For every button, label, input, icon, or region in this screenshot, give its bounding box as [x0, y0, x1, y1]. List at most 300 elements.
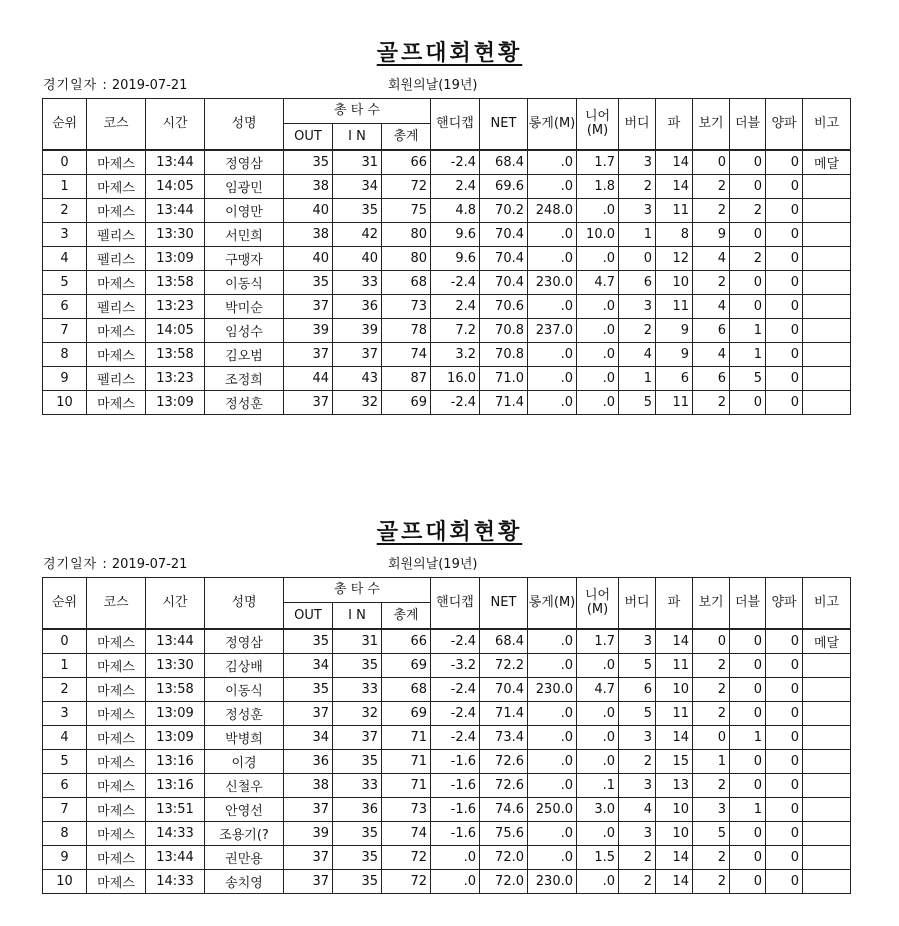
sheet-title: 골프대회현황	[376, 520, 523, 545]
triple-count-cell: 0	[766, 678, 803, 702]
birdie-count-cell: 0	[619, 247, 656, 271]
handicap-cell: 3.2	[431, 343, 480, 367]
bogey-count-cell: 9	[693, 223, 730, 247]
bogey-count-cell: 2	[693, 271, 730, 295]
note-cell: 메달	[803, 150, 851, 175]
net-score-cell: 72.6	[480, 750, 528, 774]
longest-distance-cell: .0	[528, 822, 577, 846]
rank-cell: 2	[43, 199, 87, 223]
tee-time-cell: 13:16	[146, 750, 205, 774]
par-count-cell: 11	[656, 654, 693, 678]
event-name: 회원의날(19년)	[388, 557, 478, 572]
rank-cell: 3	[43, 223, 87, 247]
rank-cell: 7	[43, 798, 87, 822]
bogey-count-cell: 2	[693, 391, 730, 415]
out-score-cell: 37	[284, 295, 333, 319]
triple-count-cell: 0	[766, 846, 803, 870]
birdie-count-cell: 3	[619, 774, 656, 798]
out-score-cell: 35	[284, 629, 333, 654]
handicap-cell: 2.4	[431, 295, 480, 319]
out-score-cell: 35	[284, 271, 333, 295]
header-rank: 순위	[43, 99, 87, 151]
header-double: 더블	[730, 99, 766, 151]
longest-distance-cell: .0	[528, 774, 577, 798]
out-score-cell: 34	[284, 654, 333, 678]
table-row	[43, 247, 851, 271]
nearest-distance-cell: 1.5	[577, 846, 619, 870]
out-score-cell: 40	[284, 199, 333, 223]
in-score-cell: 42	[333, 223, 382, 247]
longest-distance-cell: .0	[528, 223, 577, 247]
par-count-cell: 14	[656, 846, 693, 870]
handicap-cell: -1.6	[431, 798, 480, 822]
player-name-cell: 조정희	[205, 367, 284, 391]
nearest-distance-cell: 1.7	[577, 150, 619, 175]
tee-time-cell: 13:58	[146, 343, 205, 367]
out-score-cell: 37	[284, 702, 333, 726]
double-count-cell: 0	[730, 175, 766, 199]
nearest-distance-cell: 1.8	[577, 175, 619, 199]
par-count-cell: 14	[656, 726, 693, 750]
header-net: NET	[480, 578, 528, 630]
in-score-cell: 35	[333, 654, 382, 678]
note-cell	[803, 846, 851, 870]
in-score-cell: 33	[333, 774, 382, 798]
net-score-cell: 69.6	[480, 175, 528, 199]
player-name-cell: 서민희	[205, 223, 284, 247]
triple-count-cell: 0	[766, 271, 803, 295]
triple-count-cell: 0	[766, 150, 803, 175]
out-score-cell: 38	[284, 774, 333, 798]
tee-time-cell: 14:05	[146, 175, 205, 199]
double-count-cell: 0	[730, 870, 766, 894]
header-longest: 롱게(M)	[528, 99, 577, 151]
header-double: 더블	[730, 578, 766, 630]
bogey-count-cell: 3	[693, 798, 730, 822]
birdie-count-cell: 3	[619, 199, 656, 223]
player-name-cell: 조용기(?	[205, 822, 284, 846]
par-count-cell: 10	[656, 271, 693, 295]
rank-cell: 4	[43, 247, 87, 271]
course-cell: 펠리스	[87, 247, 146, 271]
out-score-cell: 39	[284, 822, 333, 846]
in-score-cell: 33	[333, 271, 382, 295]
note-cell	[803, 199, 851, 223]
bogey-count-cell: 2	[693, 678, 730, 702]
in-score-cell: 40	[333, 247, 382, 271]
par-count-cell: 9	[656, 343, 693, 367]
out-score-cell: 38	[284, 223, 333, 247]
triple-count-cell: 0	[766, 750, 803, 774]
total-score-cell: 69	[382, 654, 431, 678]
course-cell: 마제스	[87, 199, 146, 223]
nearest-distance-cell: .0	[577, 247, 619, 271]
bogey-count-cell: 2	[693, 846, 730, 870]
handicap-cell: 9.6	[431, 247, 480, 271]
header-birdie: 버디	[619, 99, 656, 151]
nearest-distance-cell: .0	[577, 295, 619, 319]
net-score-cell: 68.4	[480, 629, 528, 654]
triple-count-cell: 0	[766, 702, 803, 726]
bogey-count-cell: 2	[693, 702, 730, 726]
nearest-distance-cell: 4.7	[577, 271, 619, 295]
rank-cell: 9	[43, 846, 87, 870]
double-count-cell: 0	[730, 678, 766, 702]
out-score-cell: 44	[284, 367, 333, 391]
nearest-distance-cell: .0	[577, 870, 619, 894]
handicap-cell: -1.6	[431, 774, 480, 798]
out-score-cell: 34	[284, 726, 333, 750]
nearest-distance-cell: 1.7	[577, 629, 619, 654]
table-row	[43, 271, 851, 295]
birdie-count-cell: 4	[619, 798, 656, 822]
par-count-cell: 14	[656, 870, 693, 894]
total-score-cell: 71	[382, 726, 431, 750]
out-score-cell: 39	[284, 319, 333, 343]
player-name-cell: 정성훈	[205, 702, 284, 726]
double-count-cell: 0	[730, 774, 766, 798]
longest-distance-cell: .0	[528, 391, 577, 415]
in-score-cell: 37	[333, 726, 382, 750]
note-cell	[803, 702, 851, 726]
out-score-cell: 37	[284, 870, 333, 894]
table-row	[43, 295, 851, 319]
birdie-count-cell: 2	[619, 870, 656, 894]
player-name-cell: 안영선	[205, 798, 284, 822]
total-score-cell: 75	[382, 199, 431, 223]
player-name-cell: 구맹자	[205, 247, 284, 271]
sheet-title: 골프대회현황	[376, 41, 523, 66]
tee-time-cell: 13:44	[146, 629, 205, 654]
in-score-cell: 35	[333, 822, 382, 846]
rank-cell: 8	[43, 343, 87, 367]
player-name-cell: 정성훈	[205, 391, 284, 415]
player-name-cell: 김상배	[205, 654, 284, 678]
table-row	[43, 798, 851, 822]
handicap-cell: -1.6	[431, 750, 480, 774]
course-cell: 마제스	[87, 822, 146, 846]
double-count-cell: 0	[730, 391, 766, 415]
header-triple: 양파	[766, 578, 803, 630]
note-cell	[803, 367, 851, 391]
handicap-cell: 4.8	[431, 199, 480, 223]
birdie-count-cell: 3	[619, 822, 656, 846]
tee-time-cell: 13:58	[146, 678, 205, 702]
longest-distance-cell: .0	[528, 175, 577, 199]
nearest-distance-cell: 4.7	[577, 678, 619, 702]
note-cell	[803, 319, 851, 343]
tee-time-cell: 13:23	[146, 367, 205, 391]
course-cell: 마제스	[87, 319, 146, 343]
triple-count-cell: 0	[766, 223, 803, 247]
double-count-cell: 0	[730, 822, 766, 846]
tee-time-cell: 14:05	[146, 319, 205, 343]
birdie-count-cell: 2	[619, 175, 656, 199]
birdie-count-cell: 6	[619, 271, 656, 295]
handicap-cell: -2.4	[431, 726, 480, 750]
header-bogey: 보기	[693, 578, 730, 630]
total-score-cell: 68	[382, 678, 431, 702]
course-cell: 마제스	[87, 798, 146, 822]
header-out: OUT	[284, 603, 333, 629]
triple-count-cell: 0	[766, 247, 803, 271]
par-count-cell: 6	[656, 367, 693, 391]
handicap-cell: 9.6	[431, 223, 480, 247]
double-count-cell: 2	[730, 199, 766, 223]
rank-cell: 7	[43, 319, 87, 343]
tee-time-cell: 13:09	[146, 726, 205, 750]
handicap-cell: -2.4	[431, 678, 480, 702]
tee-time-cell: 13:58	[146, 271, 205, 295]
results-body	[43, 150, 851, 415]
out-score-cell: 35	[284, 678, 333, 702]
par-count-cell: 8	[656, 223, 693, 247]
in-score-cell: 37	[333, 343, 382, 367]
net-score-cell: 70.4	[480, 247, 528, 271]
double-count-cell: 0	[730, 295, 766, 319]
table-row	[43, 678, 851, 702]
bogey-count-cell: 4	[693, 295, 730, 319]
rank-cell: 9	[43, 367, 87, 391]
out-score-cell: 37	[284, 391, 333, 415]
course-cell: 마제스	[87, 150, 146, 175]
net-score-cell: 71.0	[480, 367, 528, 391]
total-score-cell: 68	[382, 271, 431, 295]
tee-time-cell: 13:16	[146, 774, 205, 798]
nearest-distance-cell: .0	[577, 654, 619, 678]
in-score-cell: 34	[333, 175, 382, 199]
tee-time-cell: 13:09	[146, 702, 205, 726]
rank-cell: 2	[43, 678, 87, 702]
results-table	[42, 577, 851, 894]
tee-time-cell: 13:44	[146, 846, 205, 870]
note-cell	[803, 247, 851, 271]
in-score-cell: 36	[333, 295, 382, 319]
table-row	[43, 726, 851, 750]
player-name-cell: 김오범	[205, 343, 284, 367]
handicap-cell: .0	[431, 846, 480, 870]
handicap-cell: -2.4	[431, 391, 480, 415]
player-name-cell: 이영만	[205, 199, 284, 223]
header-par: 파	[656, 578, 693, 630]
in-score-cell: 32	[333, 391, 382, 415]
triple-count-cell: 0	[766, 774, 803, 798]
handicap-cell: -1.6	[431, 822, 480, 846]
longest-distance-cell: .0	[528, 367, 577, 391]
triple-count-cell: 0	[766, 629, 803, 654]
note-cell	[803, 798, 851, 822]
handicap-cell: -2.4	[431, 150, 480, 175]
table-row	[43, 319, 851, 343]
par-count-cell: 14	[656, 175, 693, 199]
longest-distance-cell: .0	[528, 726, 577, 750]
table-row	[43, 150, 851, 175]
nearest-distance-cell: .0	[577, 702, 619, 726]
total-score-cell: 78	[382, 319, 431, 343]
handicap-cell: -2.4	[431, 629, 480, 654]
triple-count-cell: 0	[766, 343, 803, 367]
longest-distance-cell: 237.0	[528, 319, 577, 343]
note-cell	[803, 271, 851, 295]
note-cell	[803, 223, 851, 247]
par-count-cell: 10	[656, 798, 693, 822]
birdie-count-cell: 5	[619, 391, 656, 415]
out-score-cell: 37	[284, 343, 333, 367]
triple-count-cell: 0	[766, 726, 803, 750]
tee-time-cell: 14:33	[146, 822, 205, 846]
total-score-cell: 74	[382, 822, 431, 846]
in-score-cell: 35	[333, 846, 382, 870]
header-total: 총계	[382, 124, 431, 150]
handicap-cell: -3.2	[431, 654, 480, 678]
tee-time-cell: 13:51	[146, 798, 205, 822]
table-row	[43, 367, 851, 391]
course-cell: 마제스	[87, 750, 146, 774]
nearest-distance-cell: .0	[577, 750, 619, 774]
table-row	[43, 702, 851, 726]
longest-distance-cell: 230.0	[528, 271, 577, 295]
rank-cell: 1	[43, 175, 87, 199]
table-row	[43, 822, 851, 846]
handicap-cell: 16.0	[431, 367, 480, 391]
note-cell	[803, 870, 851, 894]
bogey-count-cell: 2	[693, 870, 730, 894]
table-row	[43, 750, 851, 774]
longest-distance-cell: .0	[528, 343, 577, 367]
nearest-distance-cell: .0	[577, 367, 619, 391]
double-count-cell: 0	[730, 654, 766, 678]
note-cell	[803, 750, 851, 774]
header-triple: 양파	[766, 99, 803, 151]
nearest-distance-cell: .0	[577, 343, 619, 367]
total-score-cell: 66	[382, 629, 431, 654]
tee-time-cell: 14:33	[146, 870, 205, 894]
handicap-cell: 2.4	[431, 175, 480, 199]
total-score-cell: 66	[382, 150, 431, 175]
bogey-count-cell: 0	[693, 726, 730, 750]
net-score-cell: 75.6	[480, 822, 528, 846]
triple-count-cell: 0	[766, 175, 803, 199]
total-score-cell: 71	[382, 750, 431, 774]
course-cell: 마제스	[87, 175, 146, 199]
table-row	[43, 774, 851, 798]
triple-count-cell: 0	[766, 870, 803, 894]
nearest-distance-cell: .0	[577, 726, 619, 750]
double-count-cell: 0	[730, 750, 766, 774]
longest-distance-cell: 230.0	[528, 870, 577, 894]
player-name-cell: 정영삼	[205, 150, 284, 175]
birdie-count-cell: 2	[619, 846, 656, 870]
birdie-count-cell: 6	[619, 678, 656, 702]
total-score-cell: 80	[382, 223, 431, 247]
rank-cell: 5	[43, 750, 87, 774]
handicap-cell: 7.2	[431, 319, 480, 343]
longest-distance-cell: .0	[528, 702, 577, 726]
longest-distance-cell: .0	[528, 150, 577, 175]
out-score-cell: 38	[284, 175, 333, 199]
double-count-cell: 1	[730, 343, 766, 367]
player-name-cell: 송치영	[205, 870, 284, 894]
player-name-cell: 박병희	[205, 726, 284, 750]
header-par: 파	[656, 99, 693, 151]
nearest-distance-cell: .0	[577, 822, 619, 846]
net-score-cell: 73.4	[480, 726, 528, 750]
tee-time-cell: 13:09	[146, 391, 205, 415]
net-score-cell: 70.4	[480, 271, 528, 295]
nearest-distance-cell: .0	[577, 199, 619, 223]
bogey-count-cell: 2	[693, 175, 730, 199]
nearest-distance-cell: 3.0	[577, 798, 619, 822]
birdie-count-cell: 5	[619, 702, 656, 726]
player-name-cell: 이경	[205, 750, 284, 774]
total-score-cell: 69	[382, 391, 431, 415]
in-score-cell: 36	[333, 798, 382, 822]
double-count-cell: 1	[730, 798, 766, 822]
nearest-distance-cell: .0	[577, 319, 619, 343]
par-count-cell: 11	[656, 702, 693, 726]
par-count-cell: 9	[656, 319, 693, 343]
bogey-count-cell: 0	[693, 629, 730, 654]
total-score-cell: 73	[382, 798, 431, 822]
in-score-cell: 31	[333, 150, 382, 175]
rank-cell: 6	[43, 295, 87, 319]
player-name-cell: 임광민	[205, 175, 284, 199]
in-score-cell: 43	[333, 367, 382, 391]
in-score-cell: 31	[333, 629, 382, 654]
note-cell	[803, 295, 851, 319]
birdie-count-cell: 3	[619, 150, 656, 175]
header-total-strokes: 총 타 수	[284, 578, 431, 603]
header-note: 비고	[803, 99, 851, 151]
longest-distance-cell: .0	[528, 295, 577, 319]
double-count-cell: 0	[730, 271, 766, 295]
rank-cell: 1	[43, 654, 87, 678]
bogey-count-cell: 6	[693, 367, 730, 391]
birdie-count-cell: 1	[619, 223, 656, 247]
net-score-cell: 72.0	[480, 846, 528, 870]
bogey-count-cell: 1	[693, 750, 730, 774]
table-row	[43, 199, 851, 223]
rank-cell: 4	[43, 726, 87, 750]
course-cell: 마제스	[87, 726, 146, 750]
birdie-count-cell: 3	[619, 726, 656, 750]
in-score-cell: 35	[333, 870, 382, 894]
course-cell: 마제스	[87, 870, 146, 894]
player-name-cell: 임성수	[205, 319, 284, 343]
rank-cell: 3	[43, 702, 87, 726]
bogey-count-cell: 2	[693, 199, 730, 223]
birdie-count-cell: 1	[619, 367, 656, 391]
triple-count-cell: 0	[766, 391, 803, 415]
longest-distance-cell: .0	[528, 750, 577, 774]
par-count-cell: 10	[656, 678, 693, 702]
header-time: 시간	[146, 578, 205, 630]
note-cell	[803, 343, 851, 367]
header-handicap: 핸디캡	[431, 578, 480, 630]
player-name-cell: 박미순	[205, 295, 284, 319]
header-bogey: 보기	[693, 99, 730, 151]
course-cell: 마제스	[87, 678, 146, 702]
bogey-count-cell: 0	[693, 150, 730, 175]
birdie-count-cell: 3	[619, 629, 656, 654]
header-name: 성명	[205, 99, 284, 151]
note-cell	[803, 678, 851, 702]
results-table	[42, 98, 851, 415]
triple-count-cell: 0	[766, 654, 803, 678]
rank-cell: 0	[43, 150, 87, 175]
total-score-cell: 80	[382, 247, 431, 271]
out-score-cell: 40	[284, 247, 333, 271]
